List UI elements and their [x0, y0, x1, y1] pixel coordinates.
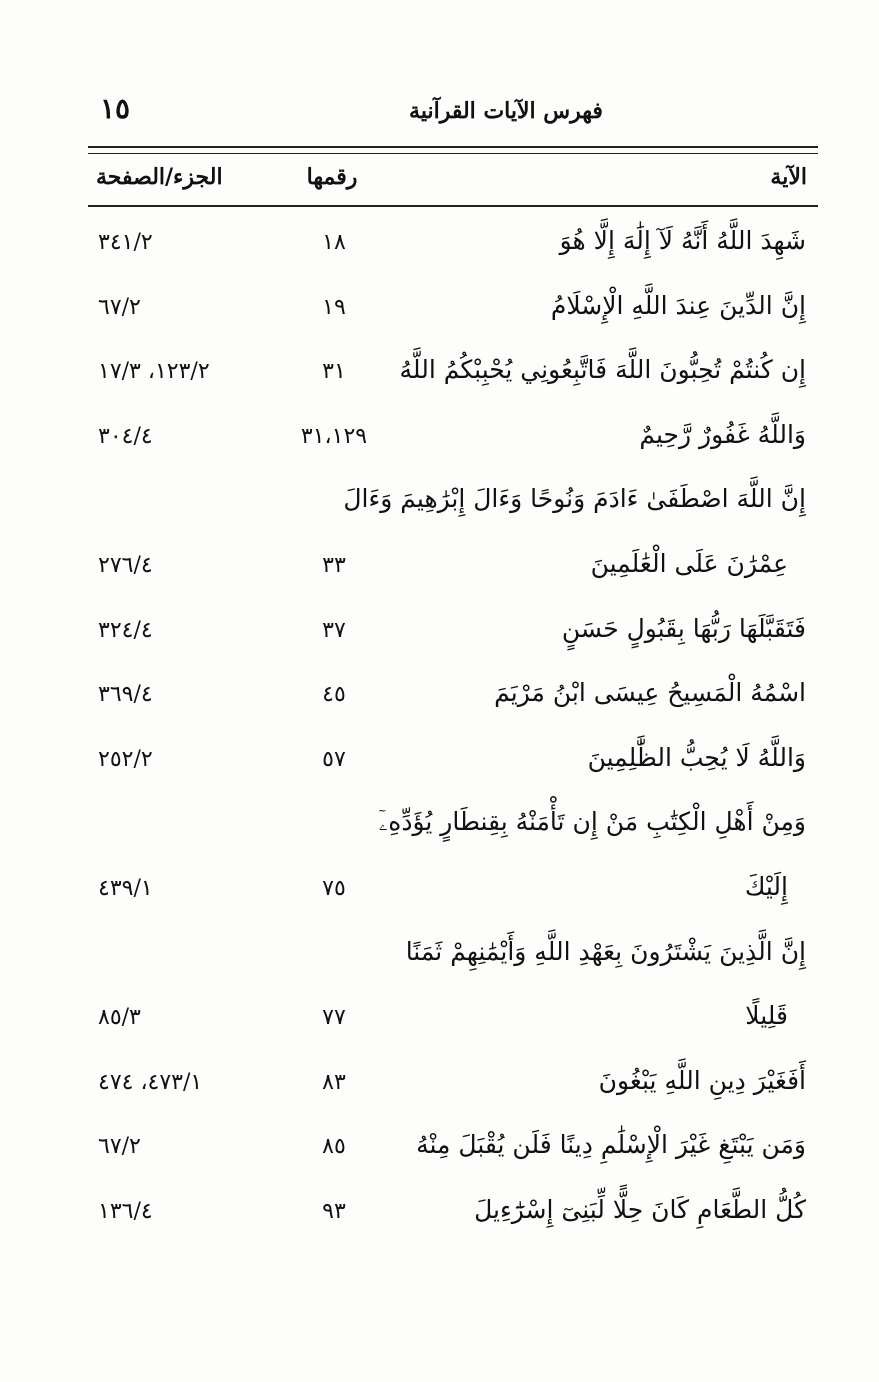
- verse-number: ٧٧: [322, 1005, 346, 1031]
- part-page: ١٣٦/٤: [98, 1198, 153, 1224]
- verse-text: إِنَّ اللَّهَ اصْطَفَىٰ ءَادَمَ وَنُوحًا وَءَالَ إِبْرَٰهِيمَ وَءَالَ: [343, 484, 806, 514]
- header-divider: [88, 146, 818, 148]
- table-row: [88, 341, 818, 406]
- part-page: ٣٠٤/٤: [98, 423, 153, 449]
- verse-text: كُلُّ الطَّعَامِ كَانَ حِلًّا لِّبَنِىٓ إِسْرَٰٓءِيلَ: [474, 1194, 806, 1224]
- verse-number: ٨٣: [322, 1069, 346, 1095]
- part-page: ٦٧/٢: [98, 1134, 141, 1160]
- verse-text: عِمْرَٰنَ عَلَى الْعَٰلَمِينَ: [590, 548, 788, 578]
- table-row: [88, 729, 818, 794]
- part-page: ٣٢٤/٤: [98, 617, 153, 643]
- table-row: [88, 664, 818, 729]
- column-header-part-page: الجزء/الصفحة: [96, 164, 223, 190]
- verse-text: وَاللَّهُ غَفُورٌ رَّحِيمٌ: [639, 419, 806, 449]
- verse-number: ٩٣: [322, 1198, 346, 1224]
- table-row: [88, 470, 818, 535]
- page-number: ١٥: [100, 92, 131, 125]
- verse-number: ٧٥: [322, 875, 346, 901]
- part-page: ٤٣٩/١: [98, 875, 153, 901]
- verse-text: فَتَقَبَّلَهَا رَبُّهَا بِقَبُولٍ حَسَنٍ: [561, 613, 806, 643]
- part-page: ١٢٣/٢، ١٧/٣: [98, 359, 210, 385]
- table-row: [88, 535, 818, 600]
- table-row: [88, 858, 818, 923]
- table-header-divider: [88, 205, 818, 207]
- verse-text: إِنَّ الدِّينَ عِندَ اللَّهِ الْإِسْلَامُ: [550, 290, 806, 320]
- part-page: ٢٧٦/٤: [98, 552, 153, 578]
- table-row: [88, 793, 818, 858]
- part-page: ٣٤١/٢: [98, 230, 153, 255]
- table-row: [88, 1116, 818, 1181]
- verse-text: وَمَن يَبْتَغِ غَيْرَ الْإِسْلَٰمِ دِينًا فَلَن يُقْبَلَ مِنْهُ: [416, 1130, 806, 1160]
- part-page: ٢٥٢/٢: [98, 746, 153, 772]
- verse-text: قَلِيلًا: [745, 1001, 788, 1031]
- verse-text: وَمِنْ أَهْلِ الْكِتَٰبِ مَنْ إِن تَأْمَنْهُ بِقِنطَارٍ يُؤَدِّهِۦٓ: [378, 807, 806, 837]
- verse-number: ٣١،١٢٩: [300, 423, 368, 449]
- part-page: ٣٦٩/٤: [98, 682, 153, 708]
- page-title: فهرس الآيات القرآنية: [409, 98, 603, 124]
- verse-text: وَاللَّهُ لَا يُحِبُّ الظَّٰلِمِينَ: [587, 742, 806, 772]
- verse-number: ٨٥: [322, 1134, 346, 1160]
- table-row: [88, 277, 818, 342]
- verse-number: ١٨: [322, 230, 346, 255]
- table-row: [88, 923, 818, 988]
- verse-number: ٥٧: [322, 746, 346, 772]
- table-row: [88, 212, 818, 277]
- part-page: ٦٧/٢: [98, 294, 141, 320]
- column-header-verse: الآية: [770, 164, 807, 190]
- verse-number: ١٩: [322, 294, 346, 320]
- verse-number: ٣١: [322, 359, 346, 385]
- verse-text: اسْمُهُ الْمَسِيحُ عِيسَى ابْنُ مَرْيَمَ: [494, 678, 806, 708]
- part-page: ٤٧٣/١، ٤٧٤: [98, 1069, 203, 1095]
- verse-number: ٣٧: [322, 617, 346, 643]
- verse-number: ٣٣: [322, 552, 346, 578]
- verse-text: إِلَيْكَ: [744, 871, 788, 901]
- header-divider-thin: [88, 153, 818, 154]
- table-row: [88, 600, 818, 665]
- page-header: [88, 92, 814, 138]
- table-row: [88, 1052, 818, 1117]
- verse-text: أَفَغَيْرَ دِينِ اللَّهِ يَبْغُونَ: [598, 1065, 806, 1095]
- column-header-number: رقمها: [306, 164, 358, 190]
- verse-text: شَهِدَ اللَّهُ أَنَّهُ لَآ إِلَٰهَ إِلَّا هُوَ: [559, 226, 806, 255]
- verse-text: إِن كُنتُمْ تُحِبُّونَ اللَّهَ فَاتَّبِعُونِي يُحْبِبْكُمُ اللَّهُ: [399, 355, 806, 385]
- verse-text: إِنَّ الَّذِينَ يَشْتَرُونَ بِعَهْدِ اللَّهِ وَأَيْمَٰنِهِمْ ثَمَنًا: [405, 936, 806, 966]
- verse-index-table: [88, 212, 818, 1246]
- verse-number: ٤٥: [322, 682, 346, 708]
- table-row: [88, 1181, 818, 1246]
- table-row: [88, 406, 818, 471]
- table-row: [88, 987, 818, 1052]
- part-page: ٨٥/٣: [98, 1005, 141, 1031]
